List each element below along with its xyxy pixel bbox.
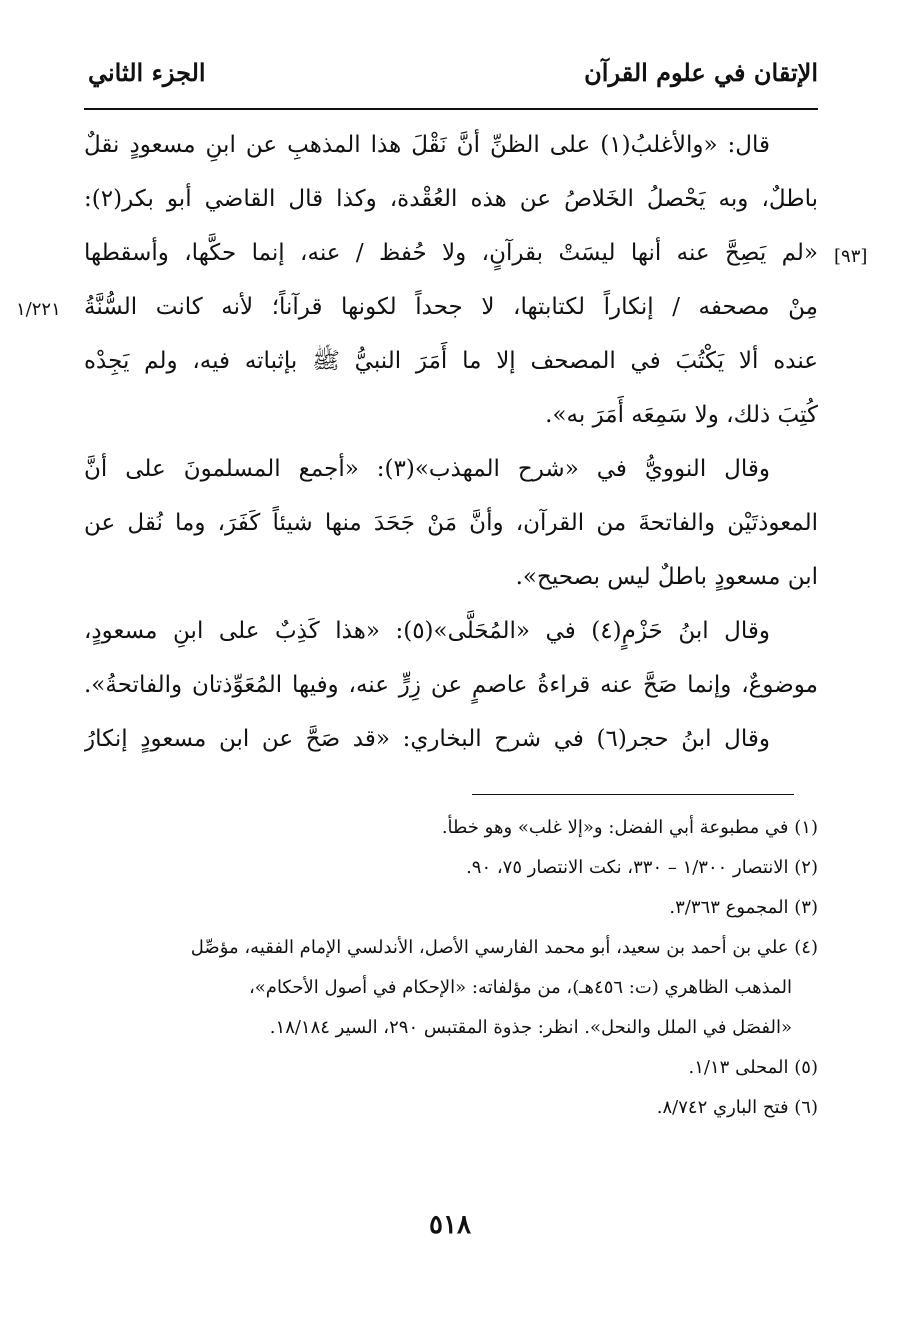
text-line: كُتِبَ ذلك، ولا سَمِعَه أَمَرَ به». (545, 402, 818, 428)
footnote-4: (٤) علي بن أحمد بن سعيد، أبو محمد الفارسي الأصل، الأندلسي الإمام الفقيه، مؤصِّل (190, 937, 818, 958)
text-line: وقال ابنُ حَزْمٍ(٤) في «المُحَلَّى»(٥): «هذا كَذِبٌ على ابنِ مسعودٍ، (84, 618, 770, 644)
running-header-title: الإتقان في علوم القرآن (584, 58, 818, 87)
text-line: مِنْ مصحفه / إنكاراً لكتابتها، لا جحداً لكونها قرآناً؛ لأنه كانت السُّنَّةُ (84, 294, 818, 320)
footnote-6: (٦) فتح الباري ٨/٧٤٢. (656, 1097, 818, 1118)
header-rule (84, 108, 818, 110)
footnotes (84, 808, 818, 1128)
footnote-2: (٢) الانتصار ١/٣٠٠ – ٣٣٠، نكت الانتصار ٧٥، ٩٠. (466, 857, 818, 878)
text-line: وقال النوويُّ في «شرح المهذب»(٣): «أجمع المسلمونَ على أنَّ (84, 456, 770, 482)
page-number: ٥١٨ (429, 1210, 471, 1240)
footnote-4-continued: «الفصَل في الملل والنحل». انظر: جذوة المقتبس ٢٩٠، السير ١٨/١٨٤. (269, 1017, 792, 1038)
text-line: المعوذتَيْن والفاتحةَ من القرآن، وأنَّ مَنْ جَحَدَ منها شيئاً كَفَرَ، وما نُقل عن (84, 510, 818, 536)
text-line: وقال ابنُ حجر(٦) في شرح البخاري: «قد صَحَّ عن ابن مسعودٍ إنكارُ (84, 726, 770, 752)
running-header-part: الجزء الثاني (88, 58, 206, 87)
margin-reference-221: ١/٢٢١ (16, 299, 61, 320)
footnote-5: (٥) المحلى ١/١٣. (688, 1057, 818, 1078)
text-line: باطلٌ، وبه يَحْصلُ الخَلاصُ عن هذه العُقْدة، وكذا قال القاضي أبو بكر(٢): (84, 186, 818, 212)
text-line: ابن مسعودٍ باطلٌ ليس بصحيح». (515, 564, 818, 590)
footnote-4-continued: المذهب الظاهري (ت: ٤٥٦هـ)، من مؤلفاته: «الإحكام في أصول الأحكام»، (248, 977, 792, 998)
footnote-1: (١) في مطبوعة أبي الفضل: و«إلا غلب» وهو خطأ. (441, 817, 818, 838)
text-line: موضوعٌ، وإنما صَحَّ عنه قراءةُ عاصمٍ عن زِرٍّ عنه، وفيها المُعَوِّذتان والفاتحةُ». (84, 672, 818, 698)
margin-reference-93: [٩٣] (834, 246, 868, 267)
footnote-rule (472, 794, 794, 795)
text-line: «لم يَصِحَّ عنه أنها ليسَتْ بقرآنٍ، ولا حُفظ / عنه، إنما حكَّها، وأسقطها (84, 240, 818, 266)
text-line: قال: «والأغلبُ(١) على الظنِّ أنَّ نَقْلَ هذا المذهبِ عن ابنِ مسعودٍ نقلٌ (84, 132, 770, 158)
footnote-3: (٣) المجموع ٣/٣٦٣. (669, 897, 818, 918)
main-text (84, 118, 818, 766)
text-line: عنده ألا يَكْتُبَ في المصحف إلا ما أَمَرَ النبيُّ ﷺ بإثباته فيه، ولم يَجِدْه (84, 348, 818, 374)
